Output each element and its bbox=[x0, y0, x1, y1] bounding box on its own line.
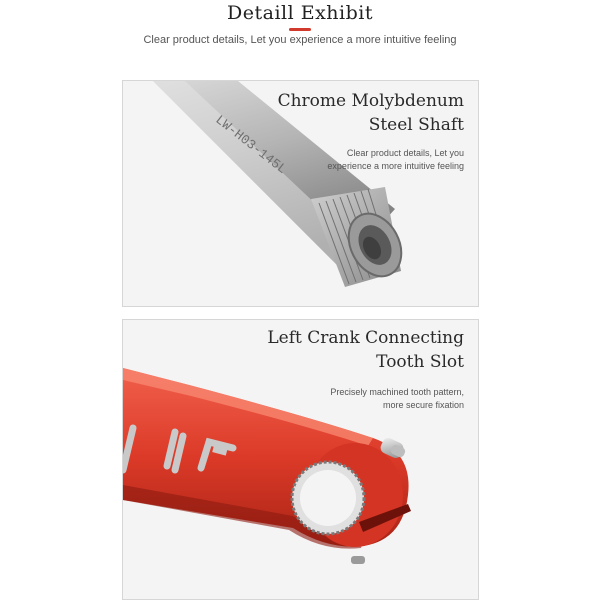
steel-shaft-title: Chrome Molybdenum Steel Shaft bbox=[277, 91, 464, 135]
crank-tooth-slot-title: Left Crank Connecting Tooth Slot bbox=[267, 328, 464, 372]
page-subtitle: Clear product details, Let you experience a more intuitive feeling bbox=[143, 34, 457, 46]
header bbox=[0, 0, 600, 70]
crank-tooth-slot-panel bbox=[122, 319, 479, 600]
steel-shaft-panel bbox=[122, 80, 479, 307]
page-title: Detaill Exhibit bbox=[227, 2, 373, 24]
steel-shaft-description: Clear product details, Let you experience a more intuitive feeling bbox=[327, 148, 464, 171]
crank-tooth-slot-description: Precisely machined tooth pattern, more secure fixation bbox=[330, 387, 464, 410]
svg-text:LW-H03-145L: LW-H03-145L bbox=[212, 112, 290, 177]
title-accent-bar bbox=[289, 28, 311, 31]
